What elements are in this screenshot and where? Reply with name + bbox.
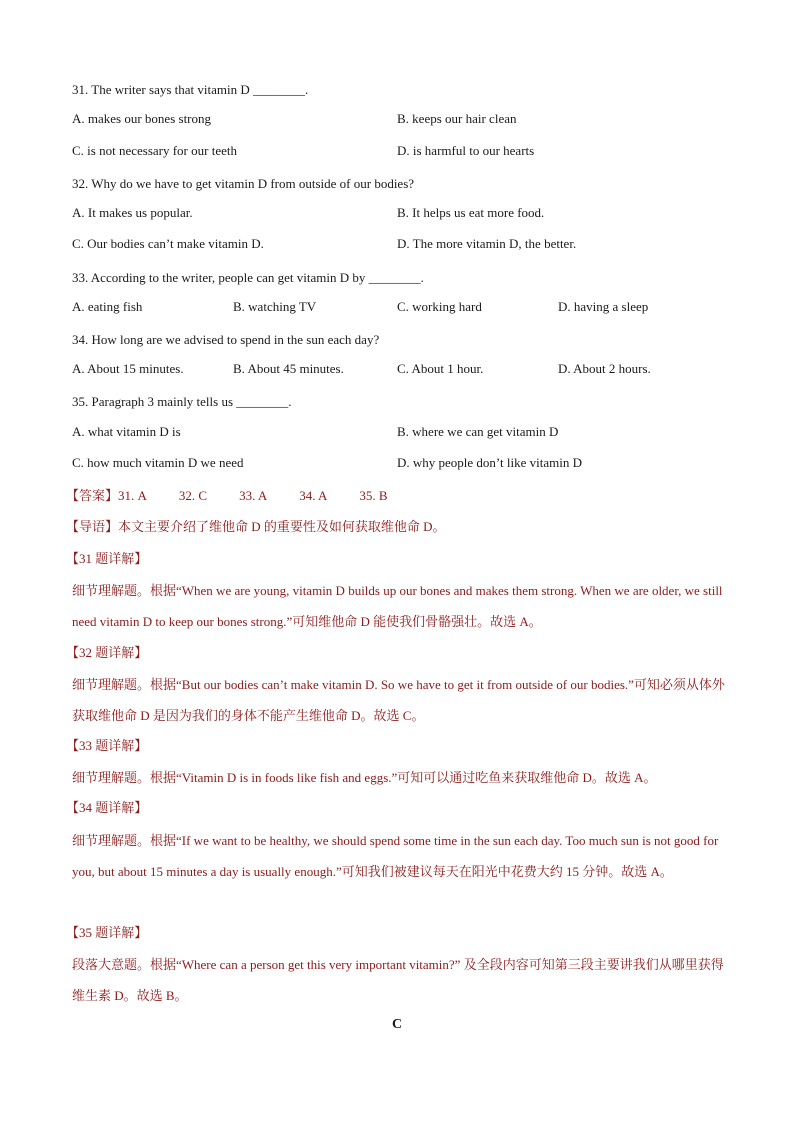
explanation-32-title: 【32 题详解】 xyxy=(66,645,148,660)
question-33-option-d: D. having a sleep xyxy=(558,299,649,314)
question-35-option-b: B. where we can get vitamin D xyxy=(397,424,559,439)
question-32-stem: 32. Why do we have to get vitamin D from outside of our bodies? xyxy=(72,176,415,191)
question-31-option-b: B. keeps our hair clean xyxy=(397,111,517,126)
explanation-35-text: 段落大意题。根据“Where can a person get this very important vitamin?” 及全段内容可知第三段主要讲我们从哪里获得维生素 D。故选 B。 xyxy=(72,957,724,1003)
guide-text: 本文主要介绍了维他命 D 的重要性及如何获取维他命 D。 xyxy=(118,519,446,534)
question-33-option-b: B. watching TV xyxy=(233,299,317,314)
question-34-option-d: D. About 2 hours. xyxy=(558,361,651,376)
answer-item: 34. A xyxy=(299,488,328,503)
question-35-stem: 35. Paragraph 3 mainly tells us ________. xyxy=(72,394,292,409)
question-33-stem: 33. According to the writer, people can get vitamin D by ________. xyxy=(72,270,424,285)
question-34-option-b: B. About 45 minutes. xyxy=(233,361,344,376)
question-35-option-a: A. what vitamin D is xyxy=(72,424,181,439)
question-31-stem: 31. The writer says that vitamin D ________. xyxy=(72,82,309,97)
question-31-option-a: A. makes our bones strong xyxy=(72,111,212,126)
explanation-34-text: 细节理解题。根据“If we want to be healthy, we should spend some time in the sun each day. Too much sun is not good for you, but about 15 minutes a day is usually enough.”可知我们被建议每天在阳光中花费大约 15 分钟。故选 A。 xyxy=(72,833,719,879)
question-33-option-a: A. eating fish xyxy=(72,299,143,314)
question-35-option-c: C. how much vitamin D we need xyxy=(72,455,244,470)
question-31-option-d: D. is harmful to our hearts xyxy=(397,143,535,158)
guide xyxy=(66,517,446,537)
answer-item: 33. A xyxy=(239,488,268,503)
question-34-option-a: A. About 15 minutes. xyxy=(72,361,184,376)
answer-label: 【答案】 xyxy=(66,488,119,503)
question-32-option-d: D. The more vitamin D, the better. xyxy=(397,236,577,251)
answer-item: 32. C xyxy=(178,488,208,503)
question-33-option-c: C. working hard xyxy=(397,299,482,314)
question-34-stem: 34. How long are we advised to spend in the sun each day? xyxy=(72,332,380,347)
explanation-35-title: 【35 题详解】 xyxy=(66,925,148,940)
answer-item: 31. A xyxy=(118,488,147,503)
explanation-31-text: 细节理解题。根据“When we are young, vitamin D builds up our bones and makes them strong. When we are older, we still need vitamin D to keep our bones strong.”可知维他命 D 能使我们骨骼强壮。故选 A。 xyxy=(72,583,723,629)
question-32-option-b: B. It helps us eat more food. xyxy=(397,205,545,220)
question-32-option-a: A. It makes us popular. xyxy=(72,205,193,220)
guide-label: 【导语】 xyxy=(66,519,119,534)
explanation-31-title: 【31 题详解】 xyxy=(66,551,148,566)
answer-item: 35. B xyxy=(359,488,388,503)
question-34-option-c: C. About 1 hour. xyxy=(397,361,484,376)
question-31-option-c: C. is not necessary for our teeth xyxy=(72,143,237,158)
answer-key xyxy=(66,486,388,506)
explanation-33-title: 【33 题详解】 xyxy=(66,738,148,753)
explanation-33-text: 细节理解题。根据“Vitamin D is in foods like fish and eggs.”可知可以通过吃鱼来获取维他命 D。故选 A。 xyxy=(72,770,657,785)
section-heading: C xyxy=(391,1017,403,1032)
question-35-option-d: D. why people don’t like vitamin D xyxy=(397,455,582,470)
question-32-option-c: C. Our bodies can’t make vitamin D. xyxy=(72,236,264,251)
explanation-34-title: 【34 题详解】 xyxy=(66,800,148,815)
explanation-32-text: 细节理解题。根据“But our bodies can’t make vitamin D. So we have to get it from outside of our bodies.”可知必须从体外获取维他命 D 是因为我们的身体不能产生维他命 D。故选 C。 xyxy=(72,677,725,723)
